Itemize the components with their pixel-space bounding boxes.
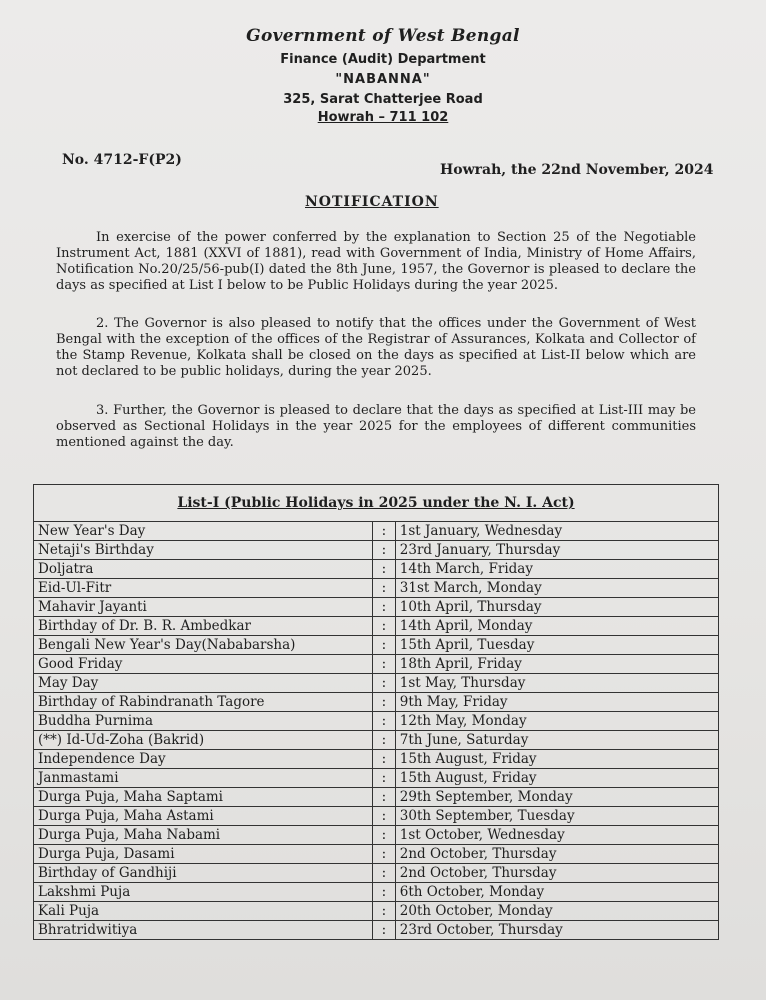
holiday-date: 15th August, Friday (395, 750, 718, 769)
holiday-name: (**) Id-Ud-Zoha (Bakrid) (34, 731, 373, 750)
table-row (34, 788, 719, 807)
holiday-date: 30th September, Tuesday (395, 807, 718, 826)
holiday-date: 23rd October, Thursday (395, 921, 718, 940)
separator: : (373, 845, 396, 864)
table-heading-row (34, 485, 719, 522)
separator: : (373, 560, 396, 579)
holiday-name: Durga Puja, Maha Astami (34, 807, 373, 826)
holiday-date: 2nd October, Thursday (395, 864, 718, 883)
separator: : (373, 807, 396, 826)
table-row (34, 902, 719, 921)
table-heading: List-I (Public Holidays in 2025 under the N. I. Act) (34, 485, 719, 522)
separator: : (373, 598, 396, 617)
table-row (34, 617, 719, 636)
holiday-name: Lakshmi Puja (34, 883, 373, 902)
holiday-name: Eid-Ul-Fitr (34, 579, 373, 598)
table-row (34, 579, 719, 598)
building-name: "NABANNA" (335, 72, 431, 87)
paragraph-3 (56, 403, 696, 451)
separator: : (373, 522, 396, 541)
separator: : (373, 541, 396, 560)
holiday-date: 31st March, Monday (395, 579, 718, 598)
holiday-name: Janmastami (34, 769, 373, 788)
holiday-date: 9th May, Friday (395, 693, 718, 712)
holiday-name: New Year's Day (34, 522, 373, 541)
holiday-date: 1st January, Wednesday (395, 522, 718, 541)
paragraph-2-text: 2. The Governor is also pleased to notify that the offices under the Government of West Bengal with the exception of the offices of the Registrar of Assurances, Kolkata and Collector of the Stamp Revenue, Kolkata shall be closed on the days as specified at List-II below which are not declared to be public holidays, during the year 2025. (56, 316, 696, 379)
table-row (34, 807, 719, 826)
paragraph-2 (56, 316, 696, 380)
separator: : (373, 788, 396, 807)
holiday-date: 18th April, Friday (395, 655, 718, 674)
table-row (34, 636, 719, 655)
table-row (34, 921, 719, 940)
holiday-date: 15th April, Tuesday (395, 636, 718, 655)
separator: : (373, 769, 396, 788)
holiday-name: Netaji's Birthday (34, 541, 373, 560)
separator: : (373, 883, 396, 902)
separator: : (373, 617, 396, 636)
holiday-name: Doljatra (34, 560, 373, 579)
table-row (34, 522, 719, 541)
table-row (34, 731, 719, 750)
government-heading: Government of West Bengal (246, 26, 520, 46)
table-row (34, 769, 719, 788)
separator: : (373, 693, 396, 712)
separator: : (373, 636, 396, 655)
separator: : (373, 731, 396, 750)
holiday-name: Bengali New Year's Day(Nababarsha) (34, 636, 373, 655)
separator: : (373, 712, 396, 731)
table-row (34, 750, 719, 769)
holiday-name: Durga Puja, Dasami (34, 845, 373, 864)
holiday-name: Durga Puja, Maha Nabami (34, 826, 373, 845)
table-row (34, 693, 719, 712)
separator: : (373, 655, 396, 674)
holiday-date: 20th October, Monday (395, 902, 718, 921)
separator: : (373, 750, 396, 769)
table-row (34, 655, 719, 674)
paragraph-1-text: In exercise of the power conferred by the explanation to Section 25 of the Negotiable Instrument Act, 1881 (XXVI of 1881), read with Government of India, Ministry of Home Affairs, Notification No.20/25/56-pub(I) dated the 8th June, 1957, the Governor is pleased to declare the days as specified at List I below to be Public Holidays during the year 2025. (56, 230, 696, 293)
notification-date: Howrah, the 22nd November, 2024 (440, 162, 714, 178)
separator: : (373, 902, 396, 921)
notification-title: NOTIFICATION (305, 194, 439, 210)
table-row (34, 845, 719, 864)
holiday-list-table (33, 484, 719, 940)
separator: : (373, 674, 396, 693)
holiday-date: 14th March, Friday (395, 560, 718, 579)
table-row (34, 674, 719, 693)
table-row (34, 712, 719, 731)
holiday-date: 29th September, Monday (395, 788, 718, 807)
holiday-name: Independence Day (34, 750, 373, 769)
table-row (34, 541, 719, 560)
paragraph-1 (56, 230, 696, 294)
holiday-name: Birthday of Rabindranath Tagore (34, 693, 373, 712)
separator: : (373, 579, 396, 598)
holiday-name: Bhratridwitiya (34, 921, 373, 940)
holiday-name: Good Friday (34, 655, 373, 674)
table-row (34, 864, 719, 883)
table-row (34, 598, 719, 617)
holiday-date: 1st October, Wednesday (395, 826, 718, 845)
holiday-date: 10th April, Thursday (395, 598, 718, 617)
holiday-date: 7th June, Saturday (395, 731, 718, 750)
holiday-date: 2nd October, Thursday (395, 845, 718, 864)
department-name: Finance (Audit) Department (280, 52, 486, 67)
table-row (34, 560, 719, 579)
paragraph-3-text: 3. Further, the Governor is pleased to declare that the days as specified at List-III may be observed as Sectional Holidays in the year 2025 for the employees of different communities mentioned against the day. (56, 403, 696, 450)
table-row (34, 826, 719, 845)
holiday-name: Durga Puja, Maha Saptami (34, 788, 373, 807)
holiday-name: Birthday of Dr. B. R. Ambedkar (34, 617, 373, 636)
holiday-date: 1st May, Thursday (395, 674, 718, 693)
notification-number: No. 4712-F(P2) (62, 152, 182, 168)
table-row (34, 883, 719, 902)
holiday-name: Mahavir Jayanti (34, 598, 373, 617)
holiday-date: 14th April, Monday (395, 617, 718, 636)
separator: : (373, 921, 396, 940)
address-city (0, 110, 766, 125)
holiday-name: Buddha Purnima (34, 712, 373, 731)
separator: : (373, 826, 396, 845)
holiday-date: 23rd January, Thursday (395, 541, 718, 560)
address-city-text: Howrah – 711 102 (317, 110, 449, 125)
holiday-date: 6th October, Monday (395, 883, 718, 902)
separator: : (373, 864, 396, 883)
holiday-name: Kali Puja (34, 902, 373, 921)
holiday-name: May Day (34, 674, 373, 693)
holiday-date: 15th August, Friday (395, 769, 718, 788)
address-road: 325, Sarat Chatterjee Road (283, 92, 483, 107)
holiday-name: Birthday of Gandhiji (34, 864, 373, 883)
holiday-date: 12th May, Monday (395, 712, 718, 731)
